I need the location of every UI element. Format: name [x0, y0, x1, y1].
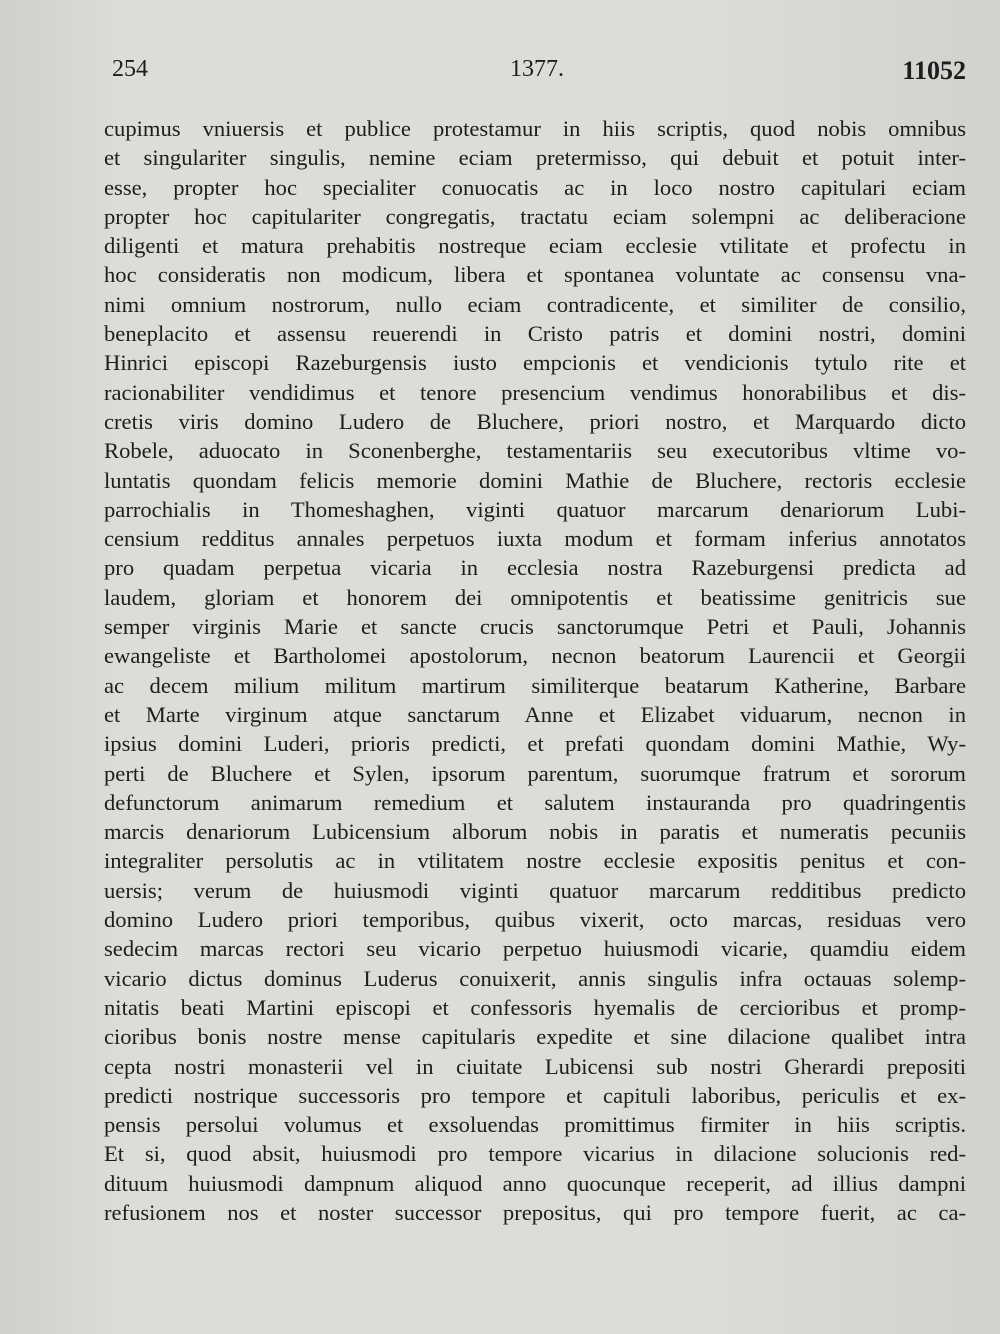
text-line: pro quadam perpetua vicaria in ecclesia nostra Razeburgensi predicta ad: [104, 555, 966, 581]
text-line: diligenti et matura prehabitis nostreque eciam ecclesie vtilitate et profectu in: [104, 233, 966, 259]
text-line: dituum huiusmodi dampnum aliquod anno quocunque receperit, ad illius dampni: [104, 1170, 966, 1196]
text-line: hoc consideratis non modicum, libera et spontanea voluntate ac consensu vna-: [104, 262, 966, 288]
text-line: censium redditus annales perpetuos iuxta modum et formam inferius annotatos: [104, 526, 966, 552]
text-line: cretis viris domino Ludero de Bluchere, priori nostro, et Marquardo dicto: [104, 408, 966, 434]
text-line: cupimus vniuersis et publice protestamur in hiis scriptis, quod nobis omnibus: [104, 116, 966, 141]
page-header: [110, 56, 966, 96]
text-line: vicario dictus dominus Luderus conuixerit, annis singulis infra octauas solemp-: [104, 965, 966, 991]
text-line: racionabiliter vendidimus et tenore presencium vendimus honorabilibus et dis-: [104, 379, 966, 405]
text-line: refusionem nos et noster successor prepositus, qui pro tempore fuerit, ac ca-: [104, 1199, 966, 1225]
text-line: uersis; verum de huiusmodi viginti quatuor marcarum redditibus predicto: [104, 877, 966, 903]
text-line: Et si, quod absit, huiusmodi pro tempore vicarius in dilacione solucionis red-: [104, 1141, 966, 1167]
text-line: defunctorum animarum remedium et salutem instauranda pro quadringentis: [104, 789, 966, 815]
text-line: semper virginis Marie et sancte crucis sanctorumque Petri et Pauli, Johannis: [104, 614, 966, 640]
text-line: pensis persolui volumus et exsoluendas promittimus firmiter in hiis scriptis.: [104, 1112, 966, 1138]
text-line: marcis denariorum Lubicensium alborum nobis in paratis et numeratis pecuniis: [104, 819, 966, 845]
text-line: ipsius domini Luderi, prioris predicti, et prefati quondam domini Mathie, Wy-: [104, 731, 966, 757]
text-line: beneplacito et assensu reuerendi in Cristo patris et domini nostri, domini: [104, 321, 966, 347]
body-text: [104, 114, 966, 1227]
document-number: 11052: [902, 56, 966, 85]
text-line: nitatis beati Martini episcopi et confessoris hyemalis de cercioribus et promp-: [104, 994, 966, 1020]
text-line: et Marte virginum atque sanctarum Anne et Elizabet viduarum, necnon in: [104, 701, 966, 727]
text-line: ac decem milium militum martirum similiterque beatarum Katherine, Barbare: [104, 672, 966, 698]
text-line: nimi omnium nostrorum, nullo eciam contradicente, et similiter de consilio,: [104, 291, 966, 317]
text-line: domino Ludero priori temporibus, quibus vixerit, octo marcas, residuas vero: [104, 907, 966, 933]
text-line: luntatis quondam felicis memorie domini Mathie de Bluchere, rectoris ecclesie: [104, 467, 966, 493]
page-number: 254: [112, 56, 148, 82]
text-line: laudem, gloriam et honorem dei omnipotentis et beatissime genitricis sue: [104, 584, 966, 610]
text-line: perti de Bluchere et Sylen, ipsorum parentum, suorumque fratrum et sororum: [104, 760, 966, 786]
text-line: sedecim marcas rectori seu vicario perpetuo huiusmodi vicarie, quamdiu eidem: [104, 936, 966, 962]
text-line: cepta nostri monasterii vel in ciuitate Lubicensi sub nostri Gherardi prepositi: [104, 1053, 966, 1079]
year-heading: 1377.: [510, 56, 564, 82]
text-line: parrochialis in Thomeshaghen, viginti quatuor marcarum denariorum Lubi-: [104, 496, 966, 522]
text-line: esse, propter hoc specialiter conuocatis ac in loco nostro capitulari eciam: [104, 174, 966, 200]
text-line: Hinrici episcopi Razeburgensis iusto empcionis et vendicionis tytulo rite et: [104, 350, 966, 376]
text-line: et singulariter singulis, nemine eciam pretermisso, qui debuit et potuit inter-: [104, 145, 966, 171]
text-line: cioribus bonis nostre mense capitularis expedite et sine dilacione qualibet intra: [104, 1024, 966, 1050]
text-line: integraliter persolutis ac in vtilitatem nostre ecclesie expositis penitus et con-: [104, 848, 966, 874]
text-line: ewangeliste et Bartholomei apostolorum, necnon beatorum Laurencii et Georgii: [104, 643, 966, 669]
text-line: propter hoc capitulariter congregatis, tractatu eciam solempni ac deliberacione: [104, 203, 966, 229]
text-line: predicti nostrique successoris pro tempore et capituli laboribus, periculis et ex-: [104, 1082, 966, 1108]
text-line: Robele, aduocato in Sconenberghe, testamentariis seu executoribus vltime vo-: [104, 438, 966, 464]
